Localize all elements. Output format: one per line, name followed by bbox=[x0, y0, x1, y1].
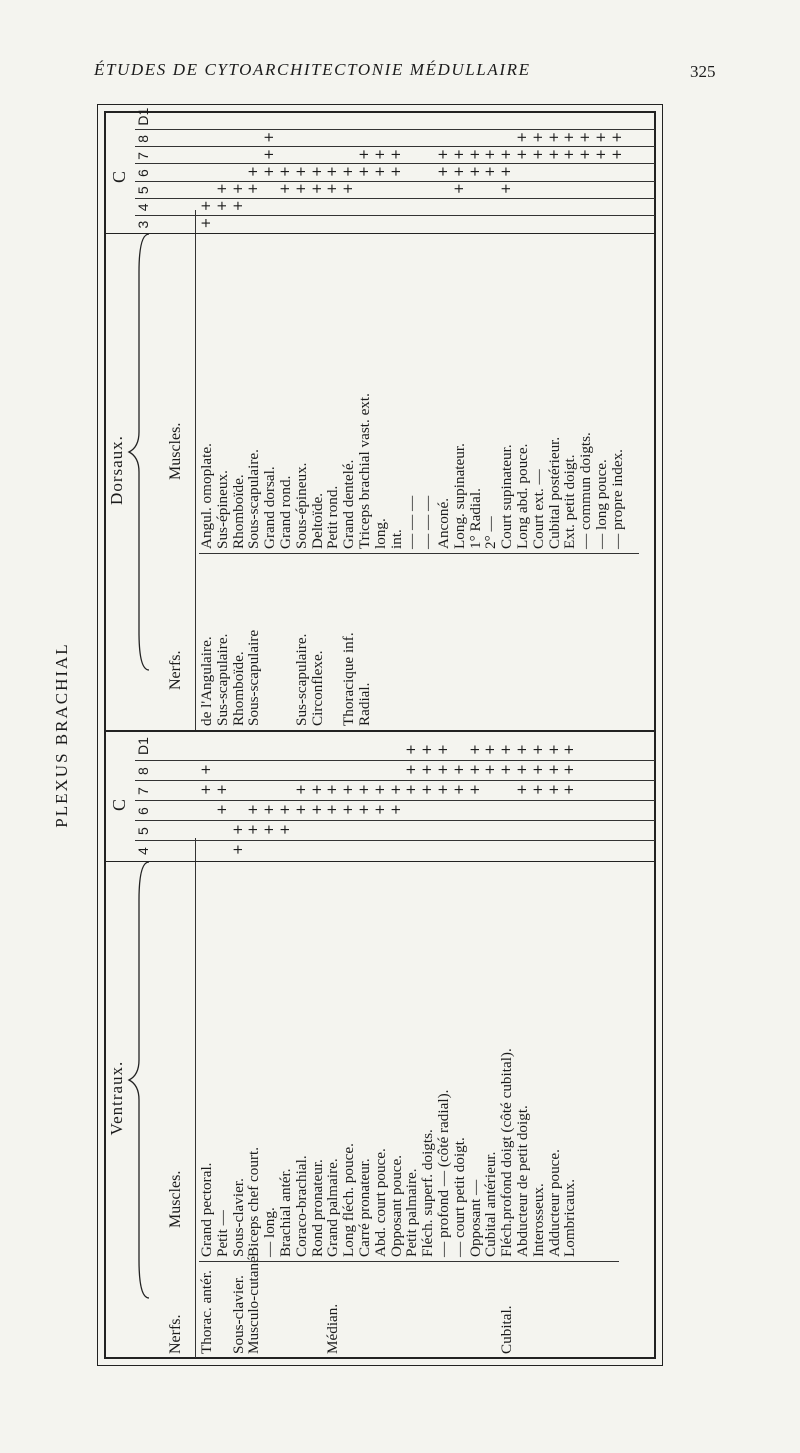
dorsaux-nerf-list bbox=[199, 630, 562, 726]
segment-mark: + bbox=[499, 148, 515, 160]
nerf-label bbox=[483, 1256, 499, 1354]
nerf-label bbox=[515, 630, 531, 726]
muscle-label: Biceps chef court. bbox=[245, 1146, 263, 1257]
nerf-label: Radial. bbox=[355, 682, 373, 726]
muscle-label: — commun doigts. bbox=[577, 432, 595, 549]
segment-mark: + bbox=[388, 166, 404, 177]
muscle-label: int. bbox=[387, 529, 405, 549]
segment-mark: + bbox=[546, 784, 562, 795]
segment-marks bbox=[199, 109, 739, 233]
segment-mark: + bbox=[609, 131, 625, 143]
segment-label: 6 bbox=[135, 807, 151, 815]
segment-mark: + bbox=[278, 183, 293, 195]
nerf-label bbox=[310, 1256, 326, 1354]
muscle-label: Rond pronateur. bbox=[308, 1159, 326, 1257]
nerf-label: Sus-scapulaire. bbox=[213, 633, 231, 726]
ventraux-title: Ventraux. bbox=[107, 1060, 126, 1136]
muscle-label: 2° — bbox=[482, 516, 500, 549]
segment-mark: + bbox=[214, 183, 230, 195]
segment-mark: + bbox=[214, 200, 230, 212]
nerf-label: Sus-scapulaire. bbox=[292, 633, 310, 726]
segment-mark: + bbox=[530, 131, 546, 143]
nerf-label bbox=[278, 630, 294, 726]
segment-mark: + bbox=[467, 148, 483, 160]
nerf-label bbox=[294, 1256, 310, 1354]
segment-mark: + bbox=[451, 784, 467, 795]
muscle-label: Ext. petit doigt. bbox=[561, 454, 579, 549]
segment-mark: + bbox=[420, 744, 436, 755]
muscle-label: — long pouce. bbox=[592, 459, 610, 549]
segment-mark: + bbox=[609, 148, 625, 160]
segment-mark: + bbox=[546, 131, 562, 143]
nerf-label: Sous-scapulaire bbox=[245, 629, 263, 726]
ventraux-segment-grid bbox=[105, 737, 655, 862]
segment-header-row bbox=[135, 737, 151, 861]
muscle-label: Petit — bbox=[213, 1210, 231, 1257]
muscle-label: Sous-clavier. bbox=[229, 1178, 247, 1257]
segment-mark: + bbox=[562, 744, 578, 755]
ventraux-c-label: C bbox=[109, 798, 129, 811]
muscle-label: Triceps brachial vast. ext. bbox=[355, 393, 373, 549]
segment-mark: + bbox=[293, 784, 309, 795]
ventraux-muscles-header: Muscles. bbox=[167, 1170, 184, 1228]
muscle-label: Grand dorsal. bbox=[261, 466, 279, 549]
segment-mark: + bbox=[483, 148, 499, 160]
segment-mark: + bbox=[309, 804, 325, 815]
muscle-label: Fléch.profond doigt (côté cubital). bbox=[498, 1048, 516, 1257]
segment-mark: + bbox=[199, 784, 214, 795]
segment-mark: + bbox=[499, 764, 515, 775]
dorsaux-section bbox=[105, 107, 655, 732]
segment-mark: + bbox=[436, 784, 451, 795]
muscle-label: Petit rond. bbox=[324, 485, 342, 549]
segment-mark: + bbox=[515, 131, 530, 143]
segment-label: 8 bbox=[135, 767, 151, 775]
segment-mark: + bbox=[499, 183, 515, 195]
segment-mark: + bbox=[594, 131, 609, 143]
segment-mark: + bbox=[530, 764, 546, 775]
segment-mark: + bbox=[420, 784, 436, 795]
segment-label: D1 bbox=[135, 107, 151, 126]
segment-mark: + bbox=[404, 764, 420, 775]
segment-mark: + bbox=[199, 217, 214, 229]
segment-mark: + bbox=[357, 148, 372, 160]
segment-mark: + bbox=[372, 148, 388, 160]
segment-mark: + bbox=[436, 166, 451, 177]
muscle-label: Coraco-brachial. bbox=[292, 1155, 310, 1257]
segment-label: 6 bbox=[135, 169, 151, 177]
segment-mark: + bbox=[199, 200, 214, 212]
segment-mark: + bbox=[230, 200, 246, 212]
nerf-label bbox=[547, 1256, 563, 1354]
segment-mark: + bbox=[278, 824, 293, 835]
segment-mark: + bbox=[262, 131, 278, 143]
muscle-label: Grand pectoral. bbox=[198, 1162, 215, 1257]
nerf-label bbox=[404, 630, 420, 726]
segment-mark: + bbox=[388, 784, 404, 795]
segment-mark: + bbox=[246, 166, 262, 177]
muscle-label: — long. bbox=[261, 1207, 279, 1257]
segment-mark: + bbox=[483, 166, 499, 177]
muscle-label: Fléch. superf. doigts. bbox=[419, 1129, 437, 1257]
segment-mark: + bbox=[467, 764, 483, 775]
segment-mark: + bbox=[483, 744, 499, 755]
segment-label: 5 bbox=[135, 186, 151, 195]
segment-mark: + bbox=[309, 166, 325, 177]
segment-mark: + bbox=[199, 764, 214, 775]
dorsaux-muscles-header: Muscles. bbox=[167, 422, 184, 480]
muscle-label: Rhomboïde. bbox=[229, 474, 247, 549]
segment-mark: + bbox=[467, 166, 483, 177]
segment-mark: + bbox=[309, 183, 325, 195]
segment-mark: + bbox=[357, 784, 372, 795]
segment-mark: + bbox=[404, 784, 420, 795]
segment-mark: + bbox=[262, 804, 278, 815]
segment-mark: + bbox=[578, 148, 594, 160]
nerf-label bbox=[436, 630, 452, 726]
muscle-label: Grand palmaire. bbox=[324, 1158, 342, 1257]
nerf-label bbox=[420, 1256, 436, 1354]
segment-mark: + bbox=[246, 804, 262, 815]
muscle-label: Sous-scapulaire. bbox=[245, 449, 263, 549]
nerf-label: Cubital. bbox=[498, 1305, 516, 1354]
segment-mark: + bbox=[499, 166, 515, 177]
segment-mark: + bbox=[325, 784, 341, 795]
nerf-label bbox=[389, 1256, 405, 1354]
segment-mark: + bbox=[293, 804, 309, 815]
nerf-label bbox=[578, 1256, 594, 1354]
segment-mark: + bbox=[562, 148, 578, 160]
nerf-label bbox=[262, 1256, 278, 1354]
muscle-label: Abducteur de petit doigt. bbox=[513, 1105, 531, 1257]
segment-mark: + bbox=[467, 744, 483, 755]
muscle-label: — — — bbox=[419, 495, 437, 549]
dorsaux-brace bbox=[127, 232, 153, 672]
segment-mark: + bbox=[293, 166, 309, 177]
segment-mark: + bbox=[372, 784, 388, 795]
muscle-label: — — — bbox=[403, 495, 421, 549]
page-number: 325 bbox=[690, 62, 716, 81]
muscle-label: Deltoïde. bbox=[308, 492, 326, 549]
segment-mark: + bbox=[451, 148, 467, 160]
segment-mark: + bbox=[325, 804, 341, 815]
ventraux-header-rule bbox=[195, 838, 196, 1358]
dorsaux-segment-grid bbox=[105, 109, 655, 234]
segment-label: 4 bbox=[135, 203, 151, 212]
nerf-label bbox=[215, 1256, 231, 1354]
segment-mark: + bbox=[530, 744, 546, 755]
ventraux-nerfs-header: Nerfs. bbox=[167, 1314, 184, 1354]
segment-mark: + bbox=[530, 784, 546, 795]
nerf-label bbox=[389, 630, 405, 726]
segment-mark: + bbox=[451, 183, 467, 195]
segment-mark: + bbox=[546, 764, 562, 775]
segment-mark: + bbox=[372, 804, 388, 815]
segment-mark: + bbox=[388, 148, 404, 160]
segment-mark: + bbox=[562, 784, 578, 795]
muscle-label: Interosseux. bbox=[529, 1183, 547, 1257]
dorsaux-nerfs-header: Nerfs. bbox=[167, 650, 184, 690]
muscle-label: Lombricaux. bbox=[561, 1178, 579, 1257]
segment-label: D1 bbox=[135, 737, 151, 755]
nerf-label bbox=[373, 630, 389, 726]
muscle-label: Court ext. — bbox=[529, 469, 547, 549]
segment-label: 5 bbox=[135, 827, 151, 835]
muscle-label: — profond — (côté radial). bbox=[434, 1089, 452, 1257]
nerf-label bbox=[531, 1256, 547, 1354]
nerf-label bbox=[515, 1256, 531, 1354]
segment-mark: + bbox=[546, 744, 562, 755]
muscle-label: Court supinateur. bbox=[498, 444, 516, 549]
segment-label: 8 bbox=[135, 134, 151, 143]
segment-mark: + bbox=[325, 183, 341, 195]
running-head: ÉTUDES DE CYTOARCHITECTONIE MÉDULLAIRE bbox=[94, 60, 531, 79]
ventraux-section bbox=[105, 738, 655, 1358]
segment-mark: + bbox=[341, 183, 357, 195]
segment-label: 3 bbox=[135, 220, 151, 229]
segment-mark: + bbox=[278, 166, 293, 177]
nerf-label bbox=[499, 630, 515, 726]
nerf-label bbox=[357, 1256, 373, 1354]
segment-mark: + bbox=[388, 804, 404, 815]
muscle-label: Cubital antérieur. bbox=[482, 1151, 500, 1257]
segment-mark: + bbox=[246, 824, 262, 835]
segment-mark: + bbox=[562, 764, 578, 775]
segment-label: 7 bbox=[135, 787, 151, 795]
segment-mark: + bbox=[293, 183, 309, 195]
segment-mark: + bbox=[483, 764, 499, 775]
nerf-label bbox=[262, 630, 278, 726]
muscle-label: Petit palmaire. bbox=[403, 1168, 421, 1257]
segment-mark: + bbox=[341, 166, 357, 177]
muscle-label: Opposant — bbox=[466, 1179, 484, 1257]
segment-mark: + bbox=[515, 784, 530, 795]
segment-mark: + bbox=[436, 744, 451, 755]
muscle-label: Angul. omoplate. bbox=[198, 443, 215, 549]
nerf-label bbox=[468, 630, 484, 726]
nerf-label bbox=[452, 630, 468, 726]
segment-mark: + bbox=[262, 166, 278, 177]
muscle-label: Carré pronateur. bbox=[355, 1158, 373, 1257]
segment-mark: + bbox=[214, 804, 230, 815]
nerf-label bbox=[404, 1256, 420, 1354]
nerf-label: Médian. bbox=[324, 1303, 342, 1354]
muscle-label: Anconé. bbox=[434, 497, 452, 549]
nerf-label bbox=[278, 1256, 294, 1354]
segment-mark: + bbox=[546, 148, 562, 160]
segment-mark: + bbox=[230, 824, 246, 835]
nerf-label bbox=[531, 630, 547, 726]
segment-mark: + bbox=[341, 784, 357, 795]
muscle-label: Cubital postérieur. bbox=[545, 436, 563, 549]
muscle-label: 1° Radial. bbox=[466, 488, 484, 549]
nerf-label bbox=[325, 630, 341, 726]
segment-mark: + bbox=[309, 784, 325, 795]
muscle-label: Long abd. pouce. bbox=[513, 443, 531, 549]
segment-mark: + bbox=[246, 183, 262, 195]
segment-mark: + bbox=[499, 744, 515, 755]
muscle-label: Grand rond. bbox=[276, 475, 294, 549]
nerf-label: Thoracique inf. bbox=[340, 632, 358, 726]
segment-label: 7 bbox=[135, 152, 151, 160]
segment-mark: + bbox=[357, 804, 372, 815]
muscle-label: Brachial antér. bbox=[276, 1168, 294, 1257]
nerf-label bbox=[373, 1256, 389, 1354]
muscle-label: — court petit doigt. bbox=[450, 1137, 468, 1257]
segment-label: 4 bbox=[135, 847, 151, 855]
segment-mark: + bbox=[325, 166, 341, 177]
nerf-label: Thorac. antér. bbox=[198, 1270, 215, 1354]
nerf-label bbox=[436, 1256, 452, 1354]
dorsaux-header-rule bbox=[195, 210, 196, 730]
nerf-label: Musculo-cutané bbox=[245, 1256, 263, 1354]
segment-mark: + bbox=[436, 764, 451, 775]
segment-mark: + bbox=[404, 744, 420, 755]
segment-mark: + bbox=[467, 784, 483, 795]
muscle-label: long. bbox=[371, 518, 389, 549]
segment-mark: + bbox=[436, 148, 451, 160]
segment-mark: + bbox=[230, 844, 246, 855]
nerf-label: Circonflexe. bbox=[308, 650, 326, 726]
ventraux-nerf-list bbox=[199, 1256, 594, 1354]
nerf-label bbox=[468, 1256, 484, 1354]
nerf-label: Sous-clavier. bbox=[229, 1275, 247, 1354]
nerf-label: Rhomboïde. bbox=[229, 651, 247, 726]
nerf-label: de l'Angulaire. bbox=[198, 636, 215, 726]
nerf-label bbox=[452, 1256, 468, 1354]
muscle-label: Long fléch. pouce. bbox=[340, 1143, 358, 1257]
ventraux-muscle-list bbox=[199, 1048, 619, 1262]
muscle-label: — propre index. bbox=[608, 449, 626, 549]
segment-mark: + bbox=[372, 166, 388, 177]
segment-mark: + bbox=[594, 148, 609, 160]
segment-mark: + bbox=[515, 148, 530, 160]
muscle-label: Long. supinateur. bbox=[450, 443, 468, 549]
dorsaux-muscle-list bbox=[199, 393, 639, 554]
nerf-label bbox=[341, 1256, 357, 1354]
segment-mark: + bbox=[357, 166, 372, 177]
segment-mark: + bbox=[230, 183, 246, 195]
segment-mark: + bbox=[420, 764, 436, 775]
segment-mark: + bbox=[515, 744, 530, 755]
dorsaux-title: Dorsaux. bbox=[107, 435, 126, 505]
nerf-label bbox=[420, 630, 436, 726]
muscle-label: Adducteur pouce. bbox=[545, 1149, 563, 1257]
nerf-label bbox=[562, 1256, 578, 1354]
segment-mark: + bbox=[278, 804, 293, 815]
nerf-label bbox=[483, 630, 499, 726]
rotated-table bbox=[105, 107, 655, 1358]
segment-mark: + bbox=[341, 804, 357, 815]
segment-mark: + bbox=[515, 764, 530, 775]
muscle-label: Grand dentelé. bbox=[340, 459, 358, 549]
nerf-label bbox=[547, 630, 563, 726]
muscle-label: Sus-épineux. bbox=[213, 470, 231, 549]
side-title: PLEXUS BRACHIAL bbox=[52, 642, 71, 828]
segment-mark: + bbox=[262, 148, 278, 160]
segment-marks bbox=[199, 737, 739, 861]
muscle-label: Abd. court pouce. bbox=[371, 1148, 389, 1257]
muscle-label: Sous-épineux. bbox=[292, 462, 310, 549]
dorsaux-c-label: C bbox=[109, 170, 129, 183]
segment-mark: + bbox=[530, 148, 546, 160]
segment-mark: + bbox=[578, 131, 594, 143]
muscle-label: Opposant pouce. bbox=[387, 1154, 405, 1257]
segment-mark: + bbox=[451, 764, 467, 775]
segment-mark: + bbox=[262, 824, 278, 835]
segment-mark: + bbox=[451, 166, 467, 177]
segment-mark: + bbox=[562, 131, 578, 143]
ventraux-brace bbox=[127, 860, 153, 1300]
segment-mark: + bbox=[214, 784, 230, 795]
